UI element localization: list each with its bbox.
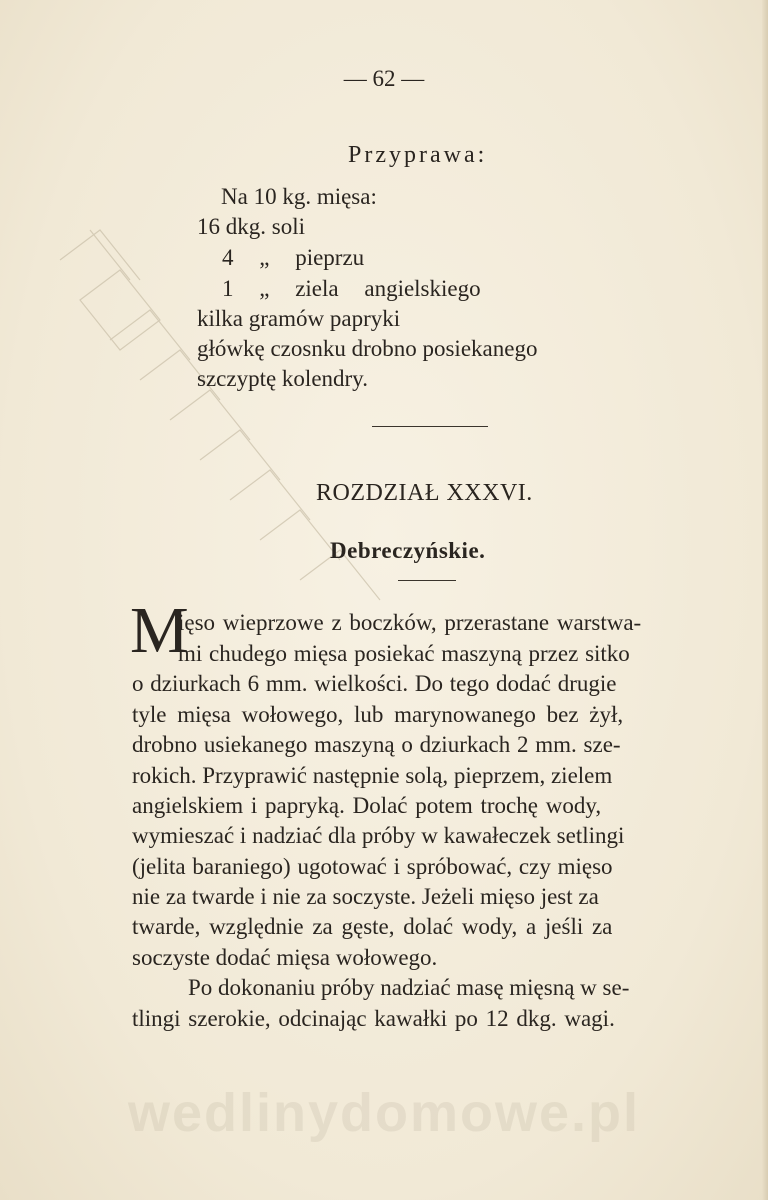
body-line: mi chudego mięsa posiekać maszyną przez sitko (178, 641, 630, 666)
body-line: soczyste dodać mięsa wołowego. (132, 945, 438, 970)
body-line: (jelita baraniego) ugotować i spróbować, czy mięso (132, 854, 613, 879)
spice-line: główkę czosnku drobno posiekanego (197, 336, 538, 361)
site-watermark: wedlinydomowe.pl (127, 1083, 641, 1143)
body-line: twarde, względnie za gęste, dolać wody, a jeśli za (132, 914, 613, 939)
body-line: ięso wieprzowe z boczków, przerastane warstwa- (178, 610, 642, 635)
body-line: tlingi szerokie, odcinając kawałki po 12 dkg. wagi. (132, 1006, 615, 1031)
spice-line: 1 „ ziela angielskiego (222, 276, 481, 301)
spice-line: 16 dkg. soli (197, 214, 305, 239)
chapter-subtitle: Debreczyńskie. (330, 538, 486, 563)
spice-line: Na 10 kg. mięsa: (221, 184, 377, 209)
section-divider (372, 426, 488, 427)
body-line: Po dokonaniu próby nadziać masę mięsną w se- (188, 975, 630, 1000)
spice-title: Przyprawa: (348, 142, 488, 168)
drop-cap: M (130, 594, 189, 667)
body-line: angielskiem i papryką. Dolać potem trochę wody, (132, 793, 602, 818)
page-number: — 62 — (343, 66, 425, 91)
spice-line: 4 „ pieprzu (222, 245, 365, 270)
spice-line: szczyptę kolendry. (197, 366, 368, 391)
chapter-title: ROZDZIAŁ XXXVI. (316, 480, 533, 506)
body-line: nie za twarde i nie za soczyste. Jeżeli mięso jest za (132, 884, 599, 909)
spice-line: kilka gramów papryki (197, 306, 401, 331)
body-line: tyle mięsa wołowego, lub marynowanego bez żył, (132, 702, 624, 727)
body-line: rokich. Przyprawić następnie solą, pieprzem, zielem (132, 763, 613, 788)
subtitle-divider (398, 580, 456, 581)
body-line: o dziurkach 6 mm. wielkości. Do tego dodać drugie (132, 671, 617, 696)
body-line: wymieszać i nadziać dla próby w kawałeczek setlingi (132, 823, 625, 848)
body-line: drobno usiekanego maszyną o dziurkach 2 mm. sze- (132, 732, 621, 757)
